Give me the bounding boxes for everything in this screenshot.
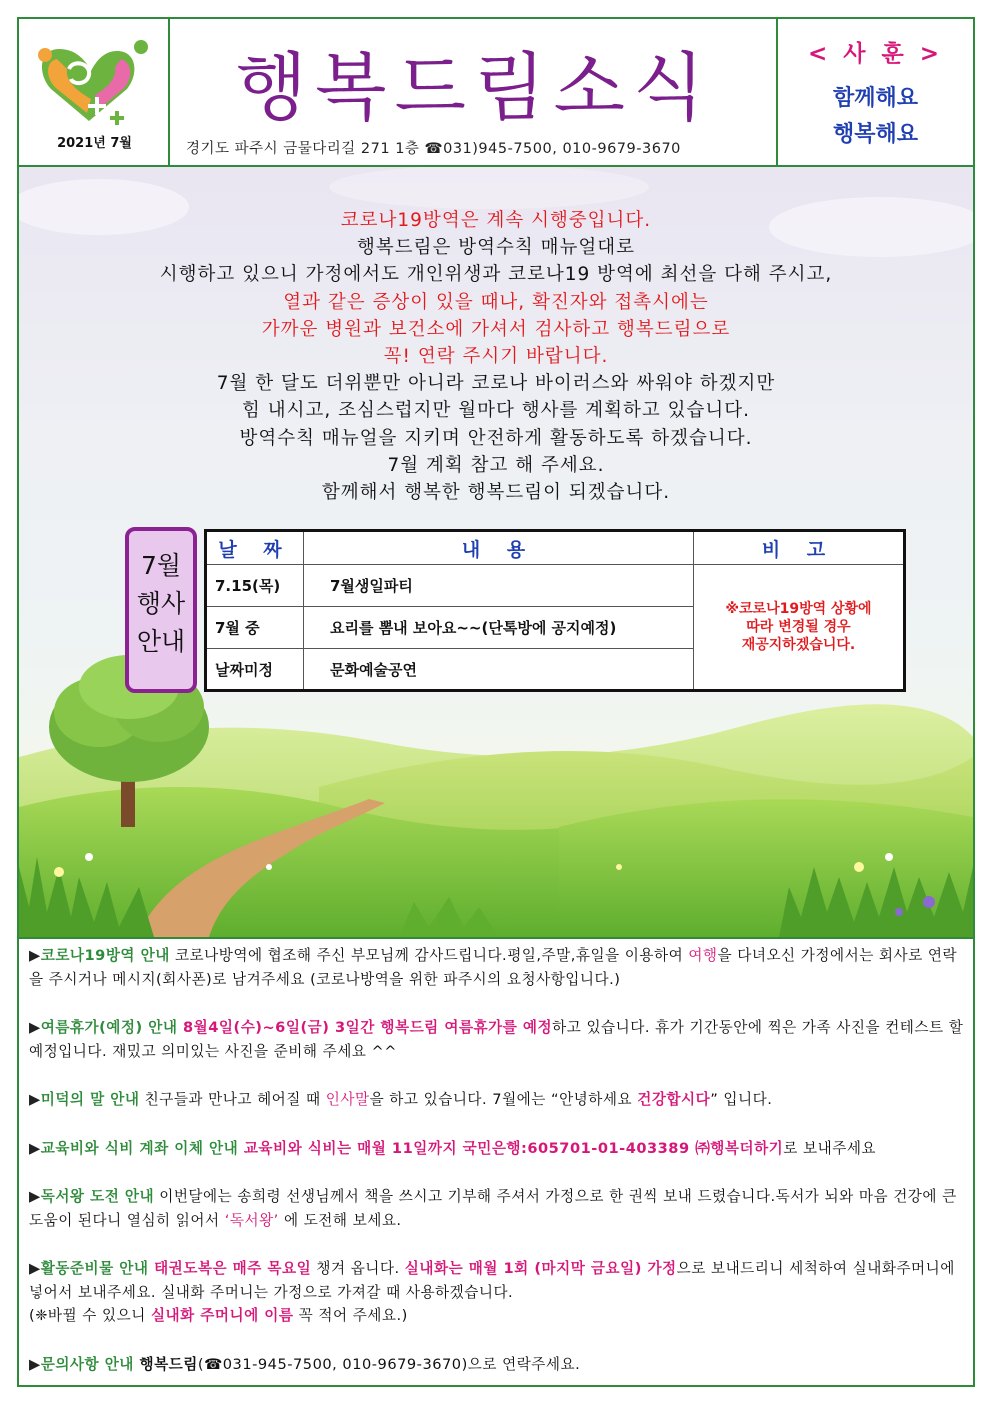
message-line: 가까운 병원과 보건소에 가셔서 검사하고 행복드림으로 xyxy=(261,318,731,340)
row-date: 7.15(목) xyxy=(206,565,304,607)
message-line: 코로나19방역은 계속 시행중입니다. xyxy=(340,210,652,231)
header-content: 내 용 xyxy=(304,531,694,565)
notice-text: 이번달에는 송희령 선생님께서 책을 쓰시고 기부해 주셔서 가정으로 한 권씩 보내 드렸습니다.독서가 뇌와 마음 건강에 큰 도움이 된다니 열심히 읽어서 xyxy=(29,1188,957,1229)
notice-highlight: 실내화 주머니에 이름 xyxy=(150,1307,294,1324)
issue-date: 2021년 7월 xyxy=(57,136,132,151)
title-cell xyxy=(170,19,778,165)
message-line: 7월 계획 참고 해 주세요. xyxy=(387,454,605,476)
header xyxy=(19,19,973,167)
notice-virtue-words xyxy=(29,1088,965,1112)
notice-text: 을 하고 있습니다. 7월에는 “안녕하세요 xyxy=(369,1091,638,1108)
row-date: 7월 중 xyxy=(206,607,304,649)
event-label-line: 7월 xyxy=(140,551,182,580)
notice-title: 미덕의 말 안내 xyxy=(40,1091,140,1108)
covid-message xyxy=(19,207,973,506)
message-line: 시행하고 있으니 가정에서도 개인위생과 코로나19 방역에 최선을 다해 주시고, xyxy=(159,264,833,286)
row-content: 7월생일파티 xyxy=(304,565,694,607)
message-line: 방역수칙 매뉴얼을 지키며 안전하게 활동하도록 하겠습니다. xyxy=(239,427,753,449)
triangle-bullet-icon: ▶ xyxy=(29,947,41,964)
row-content: 문화예술공연 xyxy=(304,649,694,691)
triangle-bullet-icon: ▶ xyxy=(29,1139,41,1157)
notice-supplies xyxy=(29,1257,965,1328)
note-line: 재공지하겠습니다. xyxy=(741,637,856,653)
message-line: 함께해서 행복한 행복드림이 되겠습니다. xyxy=(321,482,671,504)
notice-text: 챙겨 옵니다. xyxy=(311,1260,405,1277)
message-line: 행복드림은 방역수칙 매뉴얼대로 xyxy=(357,237,635,259)
event-label-box xyxy=(125,527,197,693)
message-line: 힘 내시고, 조심스럽지만 월마다 행사를 계획하고 있습니다. xyxy=(242,400,750,422)
notice-title: 코로나19방역 안내 xyxy=(40,947,170,964)
notice-highlight: 8월4일(수)~6일(금) 3일간 행복드림 여름휴가를 예정 xyxy=(177,1019,553,1036)
notice-highlight: 여행 xyxy=(688,947,718,964)
notice-highlight: 태권도복은 매주 목요일 xyxy=(148,1260,312,1277)
note-line: 따라 변경될 경우 xyxy=(746,619,851,635)
row-date: 날짜미정 xyxy=(206,649,304,691)
notice-reading-king xyxy=(29,1185,965,1232)
motto-title: < 사 훈 > xyxy=(807,41,943,67)
heart-logo-icon xyxy=(29,29,159,129)
header-date: 날 짜 xyxy=(206,531,304,565)
triangle-bullet-icon: ▶ xyxy=(29,1091,41,1108)
notices-section xyxy=(19,937,973,1385)
newsletter-frame xyxy=(17,17,975,1387)
events-table xyxy=(204,529,906,692)
row-content: 요리를 뽐내 보아요~~(단톡방에 공지예정) xyxy=(304,607,694,649)
notice-title: 활동준비물 안내 xyxy=(40,1260,149,1277)
notice-title: 문의사항 안내 xyxy=(40,1355,134,1373)
table-row xyxy=(206,565,905,607)
notice-text: 을 다녀오신 가정에서는 회사로 연락을 주시거나 메시지(회사폰)로 남겨주세요 (코로나방역을 위한 파주시의 요청사항입니다.) xyxy=(29,947,958,988)
notice-payment xyxy=(29,1137,965,1161)
notice-text: 로 보내주세요 xyxy=(783,1139,877,1157)
message-line: 7월 한 달도 더위뿐만 아니라 코로나 바이러스와 싸워야 하겠지만 xyxy=(216,373,776,395)
notice-text: 꼭 적어 주세요.) xyxy=(293,1307,408,1324)
notice-text: (☎031-945-7500, 010-9679-3670)으로 연락주세요. xyxy=(197,1355,581,1373)
notice-summer-vacation xyxy=(29,1016,965,1063)
page-title: 행복드림소식 xyxy=(235,45,713,131)
notice-inquiry xyxy=(29,1353,965,1377)
event-label-line: 안내 xyxy=(136,627,186,656)
notice-highlight: 교육비와 식비는 매월 11일까지 국민은행:605701-01-403389 ㈜행복더하기 xyxy=(238,1139,784,1157)
notice-text: 코로나방역에 협조해 주신 부모님께 감사드립니다.평일,주말,휴일을 이용하여 xyxy=(169,947,689,964)
triangle-bullet-icon: ▶ xyxy=(29,1260,41,1277)
message-line: 꼭! 연락 주시기 바랍니다. xyxy=(383,346,609,368)
message-line: 열과 같은 증상이 있을 때나, 확진자와 접촉시에는 xyxy=(283,291,709,313)
header-note: 비 고 xyxy=(694,531,905,565)
motto-cell xyxy=(778,19,973,165)
row-note xyxy=(694,565,905,691)
notice-text: 하고 있습니다. 휴가 기간동안에 찍은 가족 사진을 컨테스트 할 예정입니다. 재밌고 의미있는 사진을 준비해 주세요 ^^ xyxy=(29,1019,964,1060)
notice-text: (❈바뀔 수 있으니 xyxy=(29,1307,151,1324)
notice-text: 에 도전해 보세요. xyxy=(278,1211,402,1229)
landscape-scene xyxy=(19,167,973,937)
logo-cell xyxy=(19,19,170,165)
notice-title: 독서왕 도전 안내 xyxy=(40,1188,155,1205)
notice-text: 행복드림 xyxy=(133,1355,198,1373)
motto-line-2: 행복해요 xyxy=(832,122,918,147)
notice-highlight: ‘독서왕’ xyxy=(224,1211,279,1229)
table-header-row xyxy=(206,531,905,565)
note-line: ※코로나19방역 상황에 xyxy=(725,601,872,617)
notice-text: ” 입니다. xyxy=(710,1091,773,1108)
notice-highlight: 실내화는 매월 1회 (마지막 금요일) 가정 xyxy=(404,1260,677,1277)
notice-covid xyxy=(29,944,965,991)
notice-title: 여름휴가(예정) 안내 xyxy=(40,1019,178,1036)
address-line: 경기도 파주시 금물다리길 271 1층 ☎031)945-7500, 010-9679-3670 xyxy=(186,141,681,157)
triangle-bullet-icon: ▶ xyxy=(29,1019,41,1036)
notice-text: 으로 보내드리니 세척하여 실내화주머니에 넣어서 보내주세요. 실내화 주머니는 가정으로 가져갈 때 사용하겠습니다. xyxy=(29,1260,955,1301)
notice-title: 교육비와 식비 계좌 이체 안내 xyxy=(40,1139,239,1157)
notice-highlight: 인사말 xyxy=(325,1091,370,1108)
event-label-line: 행사 xyxy=(136,589,186,618)
triangle-bullet-icon: ▶ xyxy=(29,1188,41,1205)
motto-line-1: 함께해요 xyxy=(832,86,918,111)
notice-highlight: 건강합시다 xyxy=(637,1091,711,1108)
notice-text: 친구들과 만나고 헤어질 때 xyxy=(139,1091,326,1108)
triangle-bullet-icon: ▶ xyxy=(29,1355,41,1373)
